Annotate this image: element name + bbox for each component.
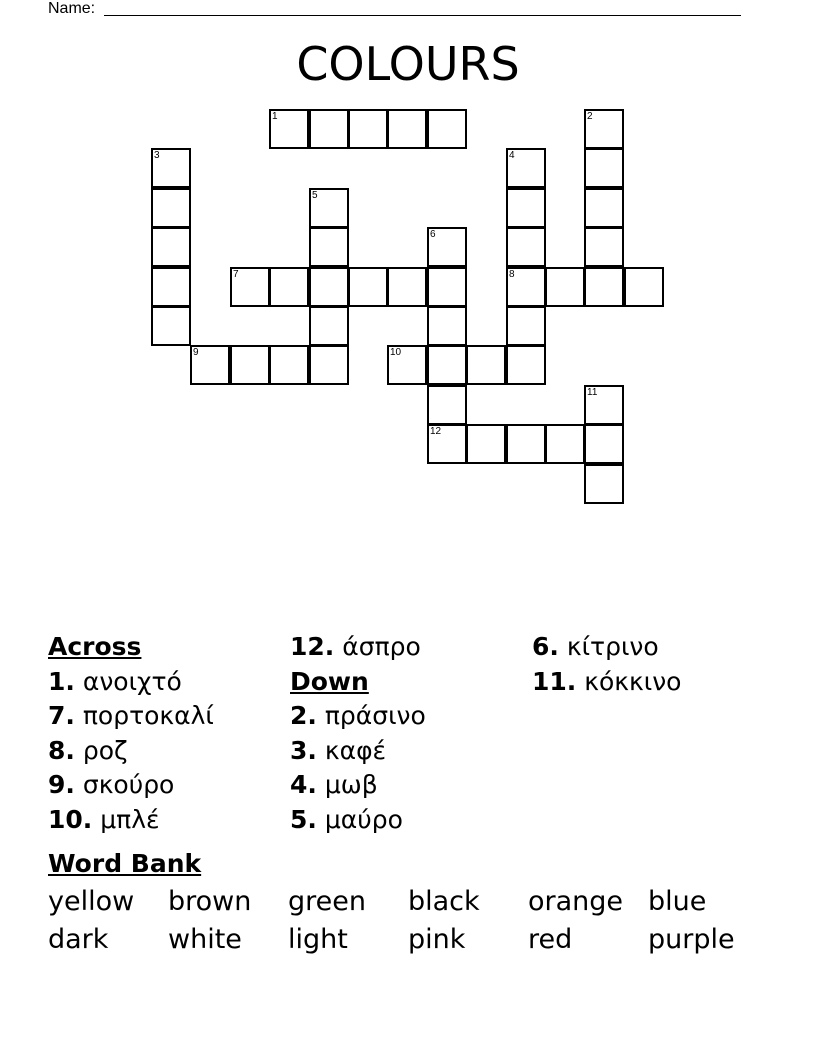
clue-item-number: 3. [290, 735, 317, 765]
word-bank-item: black [408, 886, 480, 917]
clue-number: 10 [390, 347, 402, 358]
clue-item [290, 803, 426, 838]
grid-cell[interactable] [151, 188, 191, 228]
grid-cell[interactable] [269, 109, 309, 149]
clue-number: 1 [272, 111, 278, 122]
grid-cell[interactable] [427, 267, 467, 307]
grid-cell[interactable] [624, 267, 664, 307]
grid-cell[interactable] [230, 345, 270, 385]
grid-cell[interactable] [584, 385, 624, 425]
grid-cell[interactable] [309, 267, 349, 307]
clue-item-text: σκούρο [74, 770, 175, 799]
clue-number: 12 [430, 426, 442, 437]
clue-item [290, 630, 426, 665]
word-bank-item: blue [648, 886, 707, 917]
clue-item [48, 665, 214, 700]
clue-item [290, 768, 426, 803]
word-bank-item: pink [408, 924, 466, 955]
down-heading: Down [290, 666, 369, 696]
clue-number: 7 [233, 269, 239, 280]
clue-item-number: 12. [290, 632, 335, 661]
grid-cell[interactable] [309, 109, 349, 149]
grid-cell[interactable] [190, 345, 230, 385]
clue-item-text: πορτοκαλί [74, 701, 214, 730]
grid-cell[interactable] [427, 424, 467, 464]
grid-cell[interactable] [427, 109, 467, 149]
grid-cell[interactable] [466, 424, 506, 464]
clue-item-number: 11. [532, 666, 577, 696]
word-bank-item: yellow [48, 886, 135, 917]
grid-cell[interactable] [387, 109, 427, 149]
clue-item-text: μαύρο [316, 804, 403, 834]
word-bank-item: purple [648, 924, 735, 955]
grid-cell[interactable] [506, 148, 546, 188]
grid-cell[interactable] [427, 385, 467, 425]
grid-cell[interactable] [506, 306, 546, 346]
clue-number: 3 [154, 150, 160, 161]
grid-cell[interactable] [427, 227, 467, 267]
clue-item [532, 630, 681, 665]
clue-number: 6 [430, 229, 436, 240]
clue-item-text: κόκκινο [576, 666, 682, 696]
grid-cell[interactable] [466, 345, 506, 385]
clue-number: 11 [587, 387, 598, 398]
grid-cell[interactable] [387, 345, 427, 385]
clue-number: 2 [587, 111, 593, 122]
clue-item-number: 6. [532, 632, 559, 661]
clue-item-number: 10. [48, 804, 93, 834]
clue-item-text: ανοιχτό [74, 666, 182, 696]
clue-item-text: μπλέ [92, 804, 160, 834]
clue-item-number: 2. [290, 701, 317, 730]
clue-item-text: πράσινο [316, 701, 426, 730]
grid-cell[interactable] [427, 306, 467, 346]
word-bank-item: brown [168, 886, 252, 917]
word-bank-item: light [288, 924, 348, 955]
grid-cell[interactable] [584, 148, 624, 188]
clue-item-number: 5. [290, 804, 317, 834]
clue-item [48, 768, 214, 803]
grid-cell[interactable] [506, 267, 546, 307]
grid-cell[interactable] [309, 188, 349, 228]
clue-item-number: 4. [290, 770, 317, 799]
grid-cell[interactable] [151, 148, 191, 188]
grid-cell[interactable] [427, 345, 467, 385]
clue-item [532, 665, 681, 700]
clue-number: 9 [193, 347, 199, 358]
word-bank-item: red [528, 924, 573, 955]
clue-column-1 [48, 630, 214, 837]
grid-cell[interactable] [348, 267, 388, 307]
clue-item-text: κίτρινο [558, 632, 659, 661]
puzzle-title: COLOURS [296, 37, 520, 91]
grid-cell[interactable] [584, 464, 624, 504]
clue-item [48, 699, 214, 734]
grid-cell[interactable] [584, 267, 624, 307]
word-bank-item: dark [48, 924, 109, 955]
clue-number: 4 [509, 150, 515, 161]
grid-cell[interactable] [506, 345, 546, 385]
clue-item-number: 8. [48, 735, 75, 765]
clue-item [48, 803, 214, 838]
clue-item [290, 699, 426, 734]
clue-item-text: ροζ [74, 735, 128, 765]
grid-cell[interactable] [230, 267, 270, 307]
grid-cell[interactable] [506, 188, 546, 228]
clue-item-number: 7. [48, 701, 75, 730]
clue-column-2 [290, 630, 426, 837]
grid-cell[interactable] [309, 227, 349, 267]
word-bank-item: orange [528, 886, 624, 917]
clue-item-text: καφέ [316, 735, 387, 765]
grid-cell[interactable] [151, 267, 191, 307]
grid-cell[interactable] [584, 109, 624, 149]
grid-cell[interactable] [269, 267, 309, 307]
clue-item-text: μωβ [316, 770, 378, 799]
grid-cell[interactable] [584, 227, 624, 267]
word-bank-item: green [288, 886, 366, 917]
clue-item [48, 734, 214, 769]
grid-cell[interactable] [269, 345, 309, 385]
across-heading: Across [48, 632, 142, 661]
grid-cell[interactable] [387, 267, 427, 307]
grid-cell[interactable] [584, 424, 624, 464]
grid-cell[interactable] [309, 345, 349, 385]
word-bank-item: white [168, 924, 242, 955]
grid-cell[interactable] [151, 306, 191, 346]
clue-number: 8 [509, 269, 515, 280]
clue-item-number: 1. [48, 666, 75, 696]
clue-item [290, 734, 426, 769]
grid-cell[interactable] [584, 188, 624, 228]
word-bank-title: Word Bank [48, 849, 202, 878]
grid-cell[interactable] [506, 424, 546, 464]
clue-column-3 [532, 630, 681, 699]
grid-cell[interactable] [348, 109, 388, 149]
grid-cell[interactable] [151, 227, 191, 267]
grid-cell[interactable] [506, 227, 546, 267]
name-label: Name: [48, 0, 96, 17]
grid-cell[interactable] [545, 424, 585, 464]
grid-cell[interactable] [545, 267, 585, 307]
grid-cell[interactable] [309, 306, 349, 346]
clue-item-text: άσπρο [334, 632, 421, 661]
clue-number: 5 [312, 190, 318, 201]
clue-item-number: 9. [48, 770, 75, 799]
